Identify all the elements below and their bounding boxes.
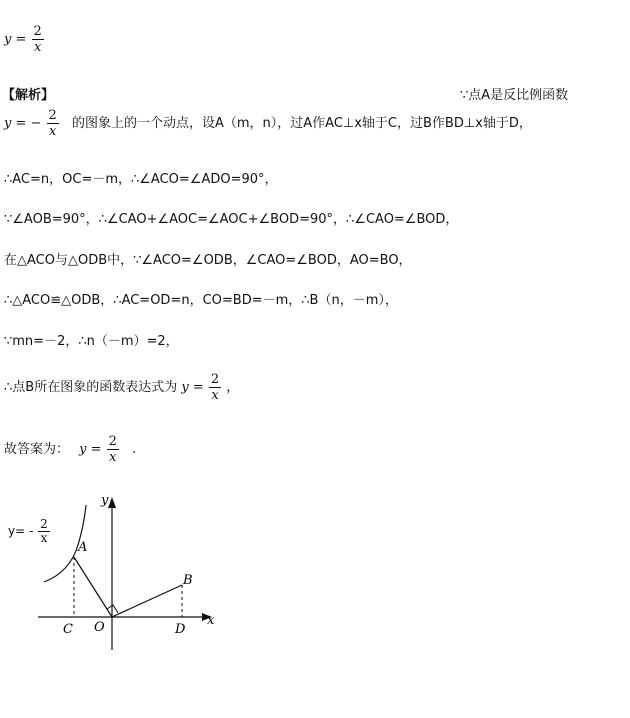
x-axis-label: x xyxy=(207,613,215,628)
line-tail: ， xyxy=(226,380,240,395)
formula-lhs: y = xyxy=(79,442,102,457)
fraction-numerator: 2 xyxy=(108,434,117,449)
fraction-numerator: 2 xyxy=(210,372,220,387)
fraction-denominator: x xyxy=(211,388,219,403)
analysis-line-3: ∵∠AOB=90°，∴∠CAO+∠AOC=∠AOC+∠BOD=90°，∴∠CAO=∠BOD， xyxy=(4,212,459,227)
point-d-label: D xyxy=(175,622,186,637)
fraction-denominator: x xyxy=(33,40,42,55)
line-text: ∴点B所在图象的函数表达式为 xyxy=(4,380,178,395)
curve-label-lhs: y= - xyxy=(8,524,34,538)
fraction-denominator: x xyxy=(40,531,48,545)
point-b-label: B xyxy=(183,573,193,588)
fraction-denominator: x xyxy=(109,450,117,465)
point-c-label: C xyxy=(63,622,73,637)
analysis-line-2: ∴AC=n，OC=－m，∴∠ACO=∠ADO=90°， xyxy=(4,172,278,187)
y-axis-label: y xyxy=(101,493,109,508)
analysis-heading: 【解析】 xyxy=(2,88,55,103)
analysis-line-5: ∴△ACO≌△ODB，∴AC=OD=n，CO=BD=－m，∴B（n，－m）， xyxy=(4,293,398,308)
formula-lhs: y = xyxy=(181,380,204,395)
formula-lhs: y = xyxy=(4,32,27,47)
fraction-numerator: 2 xyxy=(48,108,57,123)
analysis-line-6: ∵mn=－2，∴n（－m）=2， xyxy=(4,334,179,349)
segment-ao xyxy=(74,557,112,617)
y-axis-arrow xyxy=(108,497,116,508)
line-text: 的图象上的一个动点，设A（m，n），过A作AC⊥x轴于C，过B作BD⊥x轴于D， xyxy=(71,116,532,131)
fraction-denominator: x xyxy=(49,124,57,139)
fraction-numerator: 2 xyxy=(33,24,42,39)
formula-lhs: y = − xyxy=(4,116,42,131)
line-tail: . xyxy=(132,442,137,457)
fraction-numerator: 2 xyxy=(40,517,48,531)
final-answer-label: 故答案为： xyxy=(4,442,70,457)
segment-ob xyxy=(112,585,182,617)
point-a-label: A xyxy=(78,540,88,555)
analysis-line-4: 在△ACO与△ODB中，∵∠ACO=∠ODB，∠CAO=∠BOD，AO=BO， xyxy=(4,253,412,268)
point-o-label: O xyxy=(94,620,105,635)
analysis-intro-right: ∵点A是反比例函数 xyxy=(460,88,569,103)
